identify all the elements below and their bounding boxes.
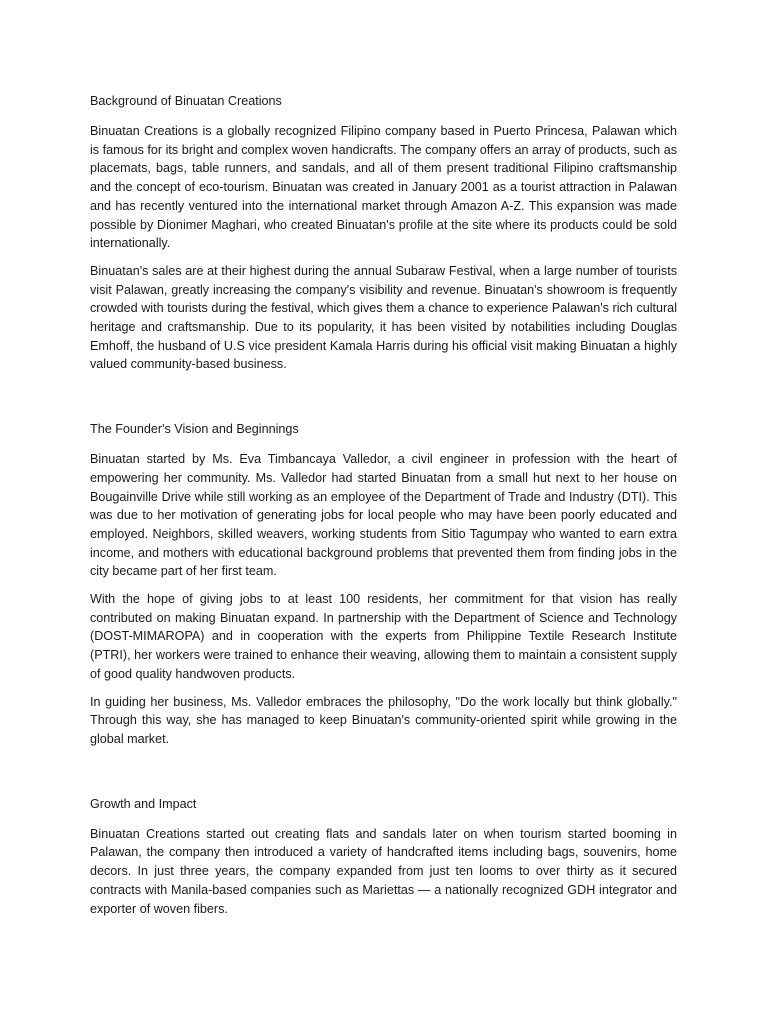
- paragraph: Binuatan Creations started out creating flats and sandals later on when tourism started booming in Palawan, the company then introduced a variety of handcrafted items including bags, souvenirs, home decors. In just three years, the company expanded from just ten looms to over thirty as it secured contracts with Manila-based companies such as Mariettas — a nationally recognized GDH integrator and exporter of woven fibers.: [90, 826, 677, 916]
- section-growth-impact: [90, 795, 677, 919]
- section-background: [90, 92, 677, 374]
- document-page: [90, 92, 677, 927]
- paragraph: With the hope of giving jobs to at least 100 residents, her commitment for that vision has really contributed on making Binuatan expand. In partnership with the Department of Science and Technology (DOST-MIMAROPA) and in cooperation with the experts from Philippine Textile Research Institute (PTRI), her workers were trained to enhance their weaving, allowing them to maintain a consistent supply of good quality handwoven products.: [90, 592, 677, 681]
- paragraph: Binuatan started by Ms. Eva Timbancaya Valledor, a civil engineer in profession with the heart of empowering her community. Ms. Valledor had started Binuatan from a small hut next to her house on Bougainville Drive while still working as an employee of the Department of Trade and Industry (DTI). This was due to her motivation of generating jobs for local people who may have been poorly educated and employed. Neighbors, skilled weavers, working students from Sitio Tagumpay who wanted to earn extra income, and mothers with educational background problems that prevented them from finding jobs in the city became part of her first team.: [90, 452, 677, 579]
- section-heading: Growth and Impact: [90, 796, 197, 811]
- paragraph: Binuatan's sales are at their highest during the annual Subaraw Festival, when a large number of tourists visit Palawan, greatly increasing the company's visibility and revenue. Binuatan's showroom is frequently crowded with tourists during the festival, which gives them a chance to experience Palawan's rich cultural heritage and craftsmanship. Due to its popularity, it has been visited by notabilities including Douglas Emhoff, the husband of U.S vice president Kamala Harris during his official visit making Binuatan a highly valued community-based business.: [90, 263, 677, 372]
- section-heading: Background of Binuatan Creations: [90, 94, 282, 108]
- section-spacer: [90, 758, 677, 795]
- section-founder-vision: [90, 420, 677, 749]
- paragraph: In guiding her business, Ms. Valledor embraces the philosophy, "Do the work locally but think globally." Through this way, she has managed to keep Binuatan's community-oriented spirit while growing in the global market.: [90, 694, 677, 746]
- paragraph: Binuatan Creations is a globally recognized Filipino company based in Puerto Princesa, Palawan which is famous for its bright and complex woven handicrafts. The company offers an array of products, such as placemats, bags, table runners, and sandals, and all of them present traditional Filipino craftsmanship and the concept of eco-tourism. Binuatan was created in January 2001 as a tourist attraction in Palawan and has recently ventured into the international market through Amazon A-Z. This expansion was made possible by Dionimer Maghari, who created Binuatan's profile at the site where its products could be sold internationally.: [90, 124, 677, 251]
- section-spacer: [90, 383, 677, 420]
- section-heading: The Founder's Vision and Beginnings: [90, 422, 299, 437]
